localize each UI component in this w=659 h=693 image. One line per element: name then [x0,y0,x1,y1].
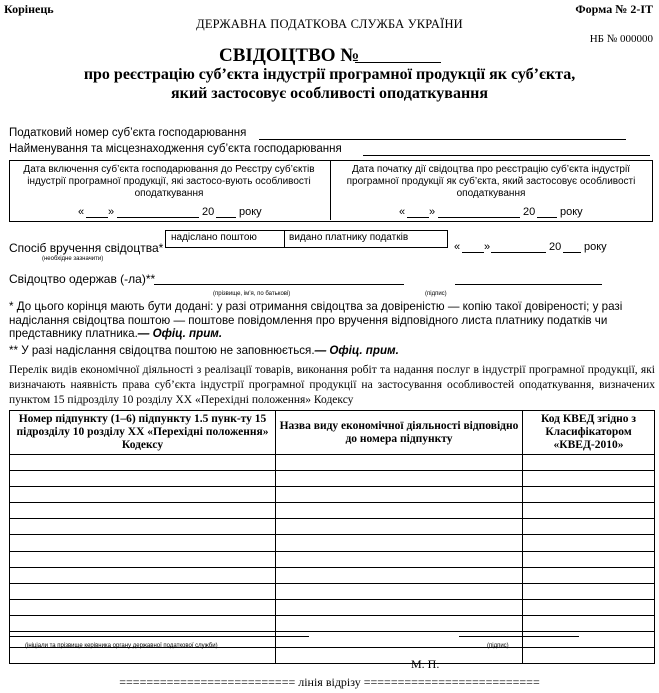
subparagraph-cell[interactable] [10,551,276,567]
delivery-year-field[interactable] [563,252,581,253]
activity-name-cell[interactable] [276,487,523,503]
table-row [10,551,655,567]
activity-name-cell[interactable] [276,471,523,487]
activity-name-cell[interactable] [276,551,523,567]
col-activity-name: Назва виду економічної діяльності відповідно до номера підпункту [276,411,523,455]
inclusion-year-field[interactable] [216,217,236,218]
received-name-field[interactable] [154,284,404,285]
kved-code-cell[interactable] [523,632,655,648]
official-signature-caption: (підпис) [487,643,509,649]
kved-code-cell[interactable] [523,567,655,583]
inclusion-month-field[interactable] [117,217,199,218]
delivery-year-prefix: 20 [549,241,562,253]
table-row [10,471,655,487]
activity-name-cell[interactable] [276,455,523,471]
official-name-field[interactable] [9,636,309,637]
subparagraph-cell[interactable] [10,615,276,631]
serial-number: НБ № 000000 [589,33,653,45]
inclusion-year-suffix: року [239,206,262,218]
table-row [10,487,655,503]
start-day-field[interactable] [407,217,429,218]
kved-code-cell[interactable] [523,487,655,503]
inclusion-day-close-quote: » [108,206,115,218]
start-year-field[interactable] [537,217,557,218]
kved-code-cell[interactable] [523,519,655,535]
stamp-placeholder: М. П. [411,657,440,671]
kved-table-header [10,411,655,455]
table-row [10,567,655,583]
start-year-prefix: 20 [523,206,536,218]
kved-code-cell[interactable] [523,648,655,664]
activities-intro: Перелік видів економічної діяльності з реалізації товарів, виконання робіт та надання послуг в індустрії програмної продукції, які визначають наявність права суб’єкта індустрії програмної продукції на застосування особливостей оподаткування, визначених пунктом 15 підрозділу 10 розділу XX «Перехідні положення» Кодексу [9,364,655,406]
delivery-day-field[interactable] [462,252,484,253]
kved-table [9,410,655,664]
col-subparagraph: Номер підпункту (1–6) підпункту 1.5 пунк-ту 15 підрозділу 10 розділу XX «Перехідні положення» Кодексу [10,411,276,455]
stub-label: Корінець [4,2,54,16]
tax-number-label: Податковий номер суб’єкта господарювання [9,127,247,139]
subparagraph-cell[interactable] [10,471,276,487]
note-2-text: ** У разі надіслання свідоцтва поштою не заповнюється. [9,344,315,357]
start-month-field[interactable] [438,217,520,218]
form-number: Форма № 2-ІТ [575,2,653,16]
certificate-number-field[interactable] [355,62,441,63]
delivery-year-suffix: року [584,241,607,253]
title-line-3: який застосовує особливості оподаткування [170,85,489,102]
subparagraph-cell[interactable] [10,567,276,583]
delivery-month-field[interactable] [491,252,546,253]
start-date-label: Дата початку дії свідоцтва про реєстрацію суб’єкта індустрії програмної продукції як суб’єкта, який застосовує особливості оподаткування [346,164,636,199]
note-1-official: — Офіц. прим. [137,327,223,340]
subparagraph-cell[interactable] [10,583,276,599]
table-row [10,503,655,519]
activity-name-cell[interactable] [276,567,523,583]
subparagraph-cell[interactable] [10,599,276,615]
dates-divider [330,160,331,220]
subparagraph-cell[interactable] [10,455,276,471]
table-row [10,535,655,551]
activity-name-cell[interactable] [276,632,523,648]
note-2-official: — Офіц. прим. [314,344,399,357]
activity-name-cell[interactable] [276,519,523,535]
table-row [10,615,655,631]
activity-name-cell[interactable] [276,503,523,519]
certificate-title: СВІДОЦТВО № [219,45,360,66]
start-day-close-quote: » [429,206,436,218]
received-signature-field[interactable] [455,284,602,285]
table-row [10,648,655,664]
received-by-label: Свідоцтво одержав (-ла)** [9,272,156,286]
start-day-open-quote: « [399,206,406,218]
table-row [10,583,655,599]
option-mail-label: надіслано поштою [171,232,257,243]
activity-name-cell[interactable] [276,648,523,664]
delivery-method-label: Спосіб вручення свідоцтва* [9,241,164,255]
col-kved-code: Код КВЕД згідно з Класифікатором «КВЕД-2010» [523,411,655,455]
received-signature-caption: (підпис) [425,291,447,297]
start-year-suffix: року [560,206,583,218]
kved-code-cell[interactable] [523,471,655,487]
table-row [10,599,655,615]
note-1 [9,300,653,341]
inclusion-day-field[interactable] [86,217,108,218]
table-row [10,455,655,471]
delivery-day-close-quote: » [484,241,491,253]
name-location-field[interactable] [363,155,650,156]
official-name-caption: (ініціали та прізвище керівника органу державної податкової служби) [25,643,218,649]
kved-code-cell[interactable] [523,535,655,551]
inclusion-date-label: Дата включення суб’єкта господарювання до Реєстру суб’єктів індустрії програмної продукції, які застосо-вують особливості оподаткування [23,164,315,199]
inclusion-year-prefix: 20 [202,206,215,218]
name-location-label: Найменування та місцезнаходження суб’єкта господарювання [9,143,342,155]
kved-code-cell[interactable] [523,615,655,631]
subparagraph-cell[interactable] [10,503,276,519]
official-signature-field[interactable] [459,636,579,637]
kved-code-cell[interactable] [523,455,655,471]
option-payer-label: видано платнику податків [289,232,409,243]
inclusion-day-open-quote: « [78,206,85,218]
activity-name-cell[interactable] [276,535,523,551]
authority-name: ДЕРЖАВНА ПОДАТКОВА СЛУЖБА УКРАЇНИ [196,17,463,31]
subparagraph-cell[interactable] [10,535,276,551]
activity-name-cell[interactable] [276,599,523,615]
note-2 [9,344,399,357]
kved-code-cell[interactable] [523,503,655,519]
delivery-day-open-quote: « [454,241,461,253]
activity-name-cell[interactable] [276,583,523,599]
tax-number-field[interactable] [259,139,626,140]
received-name-caption: (прізвище, ім’я, по батькові) [213,291,291,297]
kved-code-cell[interactable] [523,551,655,567]
kved-code-cell[interactable] [523,583,655,599]
subparagraph-cell[interactable] [10,648,276,664]
title-line-2: про реєстрацію суб’єкта індустрії програмної продукції як суб’єкта, [83,66,576,83]
kved-code-cell[interactable] [523,599,655,615]
table-row [10,519,655,535]
activity-name-cell[interactable] [276,615,523,631]
note-1-text: * До цього корінця мають бути додані: у разі отримання свідоцтва за довіреністю — копію такої довіреності; у разі надіслання свідоцтва поштою — поштове повідомлення про вручення відповідного листа платнику податків чи представнику платника. [9,300,623,340]
cut-line: ========================== лінія відрізу ========================== [119,675,540,689]
subparagraph-cell[interactable] [10,519,276,535]
delivery-method-note: (необхідне зазначити) [42,256,104,262]
subparagraph-cell[interactable] [10,487,276,503]
